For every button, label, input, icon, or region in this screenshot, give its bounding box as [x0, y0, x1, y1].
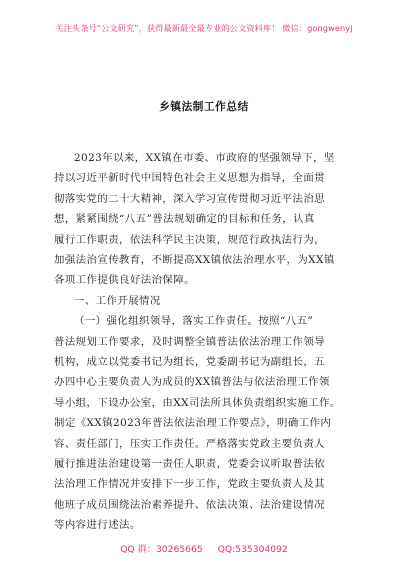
body-line: 各项工作提供良好法治保障。 [54, 274, 195, 287]
body-line: 等内容进行述法。 [54, 519, 141, 532]
footer-contact [0, 541, 408, 555]
body-line: 普法规划工作要求，及时调整全镇普法依法治理工作领导 [54, 335, 326, 348]
body-line: 履行工作职责，依法科学民主决策，规范行政执法行为， [54, 233, 326, 246]
body-line: 导小组，下设办公室，由XX司法所具体负责组织实施工作。 [54, 396, 341, 409]
footer-qq: QQ:535304092 [217, 544, 288, 555]
document-title: 乡镇法制工作总结 [159, 101, 249, 113]
body-line: 容、责任部门，压实工作责任。严格落实党政主要负责人 [54, 437, 326, 450]
body-line: 2023年以来，XX镇在市委、市政府的坚强领导下，坚 [74, 152, 335, 164]
body-line: 履行推进法治建设第一责任人职责，党委会议听取普法依 [54, 458, 326, 470]
body-line: 制定《XX镇2023年普法依法治理工作要点》，明确工作内 [54, 417, 332, 430]
body-line: 机构，成立以党委书记为组长，党委副书记为副组长，五 [54, 356, 326, 368]
body-line: 办四中心主要负责人为成员的XX镇普法与依法治理工作领 [54, 376, 330, 389]
body-line: 加强法治宣传教育，不断提高XX镇依法治理水平，为XX镇 [54, 254, 335, 266]
section-heading: 一、工作开展情况 [74, 294, 161, 307]
body-line: 他班子成员围绕法治素养提升、依法决策、法治建设情况 [54, 498, 326, 511]
body-line: 法治理工作情况并安排下一步工作，党政主要负责人及其 [54, 478, 326, 491]
body-line: （一）强化组织领导，落实工作责任。按照“八五” [74, 315, 314, 328]
header-promo-note: 关注头条号“公文研究”，获得最新最全最专业的公文资料库！ 微信：gongwenyj [55, 23, 353, 33]
body-line: 持以习近平新时代中国特色社会主义思想为指导，全面贯 [54, 172, 326, 185]
body-line: 想，紧紧围绕“八五”普法规划确定的目标和任务，认真 [54, 213, 315, 226]
footer-qq-group: QQ 群：30265665 [120, 544, 203, 555]
body-line: 彻落实党的二十大精神，深入学习宣传贯彻习近平法治思 [54, 192, 326, 205]
